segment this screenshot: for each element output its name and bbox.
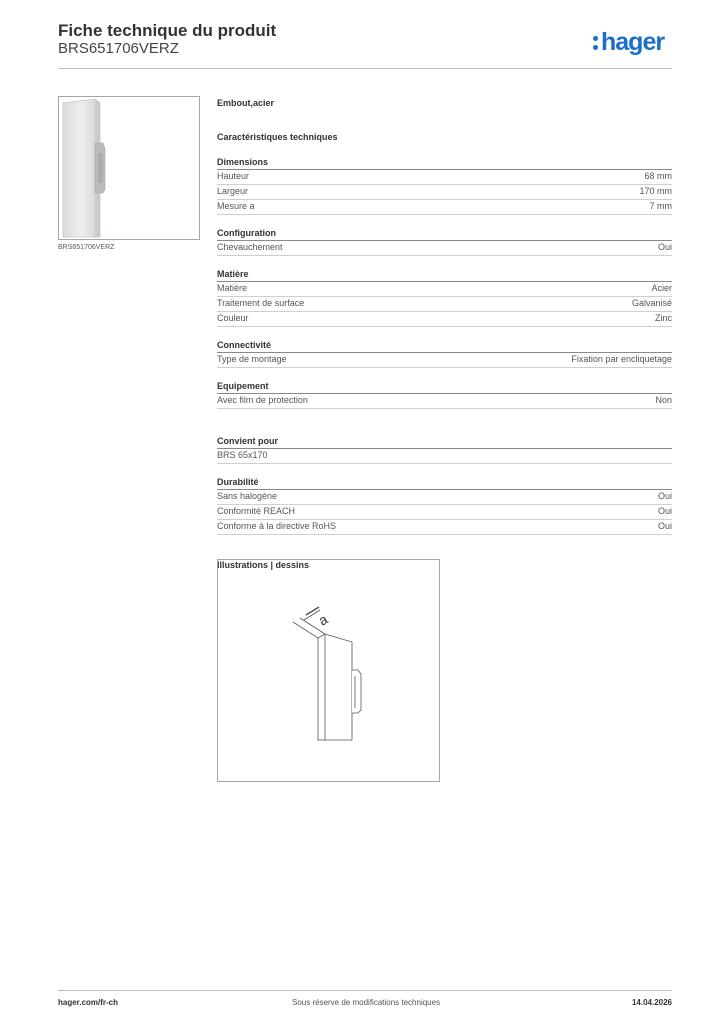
spec-content — [217, 96, 672, 572]
product-name: Embout,acier — [217, 98, 275, 108]
spec-value: Oui — [657, 506, 672, 516]
section-title: Matière — [217, 267, 672, 282]
spec-label: Avec film de protection — [217, 395, 308, 405]
footer-disclaimer: Sous réserve de modifications techniques — [292, 998, 441, 1007]
spec-label: Hauteur — [217, 171, 250, 181]
header-divider — [58, 68, 672, 69]
section-connectivity — [217, 338, 672, 368]
spec-label: BRS 65x170 — [217, 450, 268, 460]
spec-value: Oui — [657, 521, 672, 531]
section-title: Connectivité — [217, 338, 672, 353]
illustrations-heading: Illustrations | dessins — [217, 560, 310, 570]
spec-label: Type de montage — [217, 354, 287, 364]
spec-row — [217, 449, 672, 464]
spec-value: Oui — [657, 242, 672, 252]
spec-label: Chevauchement — [217, 242, 283, 252]
spec-label: Conformité REACH — [217, 506, 296, 516]
spec-row — [217, 520, 672, 535]
section-equipment — [217, 379, 672, 409]
spec-row — [217, 241, 672, 256]
section-title: Durabilité — [217, 475, 672, 490]
footer-divider — [58, 990, 672, 991]
end-cap-photo-icon — [59, 97, 199, 239]
spec-value: Fixation par encliquetage — [571, 354, 672, 364]
tech-specs-heading: Caractéristiques techniques — [217, 132, 338, 142]
spec-label: Largeur — [217, 186, 249, 196]
spec-row — [217, 353, 672, 368]
spec-row — [217, 394, 672, 409]
section-dimensions — [217, 155, 672, 215]
section-title: Equipement — [217, 379, 672, 394]
hager-logo — [593, 28, 664, 57]
logo-text: hager — [601, 28, 665, 56]
dimension-drawing — [217, 559, 440, 782]
thumbnail-caption: BRS651706VERZ — [58, 244, 115, 251]
spec-label: Conforme à la directive RoHS — [217, 521, 337, 531]
dimension-a-label: a — [315, 610, 331, 629]
spec-value: 68 mm — [644, 171, 672, 181]
footer-website[interactable]: hager.com/fr-ch — [58, 998, 119, 1007]
spec-label: Matière — [217, 283, 248, 293]
section-material — [217, 267, 672, 327]
page-title: Fiche technique du produit — [58, 21, 277, 40]
spec-value: Galvanisé — [631, 298, 672, 308]
product-thumbnail — [58, 96, 200, 240]
spec-value: Non — [655, 395, 672, 405]
product-reference: BRS651706VERZ — [58, 40, 179, 57]
spec-label: Mesure a — [217, 201, 255, 211]
section-title: Convient pour — [217, 434, 672, 449]
spec-value: Oui — [657, 491, 672, 501]
spec-row — [217, 312, 672, 327]
spec-row — [217, 200, 672, 215]
spec-label: Traitement de surface — [217, 298, 305, 308]
section-title: Dimensions — [217, 155, 672, 170]
spec-label: Couleur — [217, 313, 249, 323]
section-durability — [217, 475, 672, 535]
spec-value: 170 mm — [639, 186, 672, 196]
spec-row — [217, 505, 672, 520]
spec-value: Acier — [651, 283, 672, 293]
section-suitable-for — [217, 434, 672, 464]
section-title: Configuration — [217, 226, 672, 241]
spec-value: Zinc — [654, 313, 672, 323]
spec-row — [217, 282, 672, 297]
spec-row — [217, 490, 672, 505]
spec-row — [217, 185, 672, 200]
section-configuration — [217, 226, 672, 256]
spec-row — [217, 297, 672, 312]
footer-date: 14.04.2026 — [631, 998, 672, 1007]
spec-label: Sans halogène — [217, 491, 278, 501]
logo-colon-icon — [593, 32, 598, 52]
spec-value: 7 mm — [649, 201, 672, 211]
end-cap-drawing-icon — [218, 560, 439, 781]
spec-row — [217, 170, 672, 185]
